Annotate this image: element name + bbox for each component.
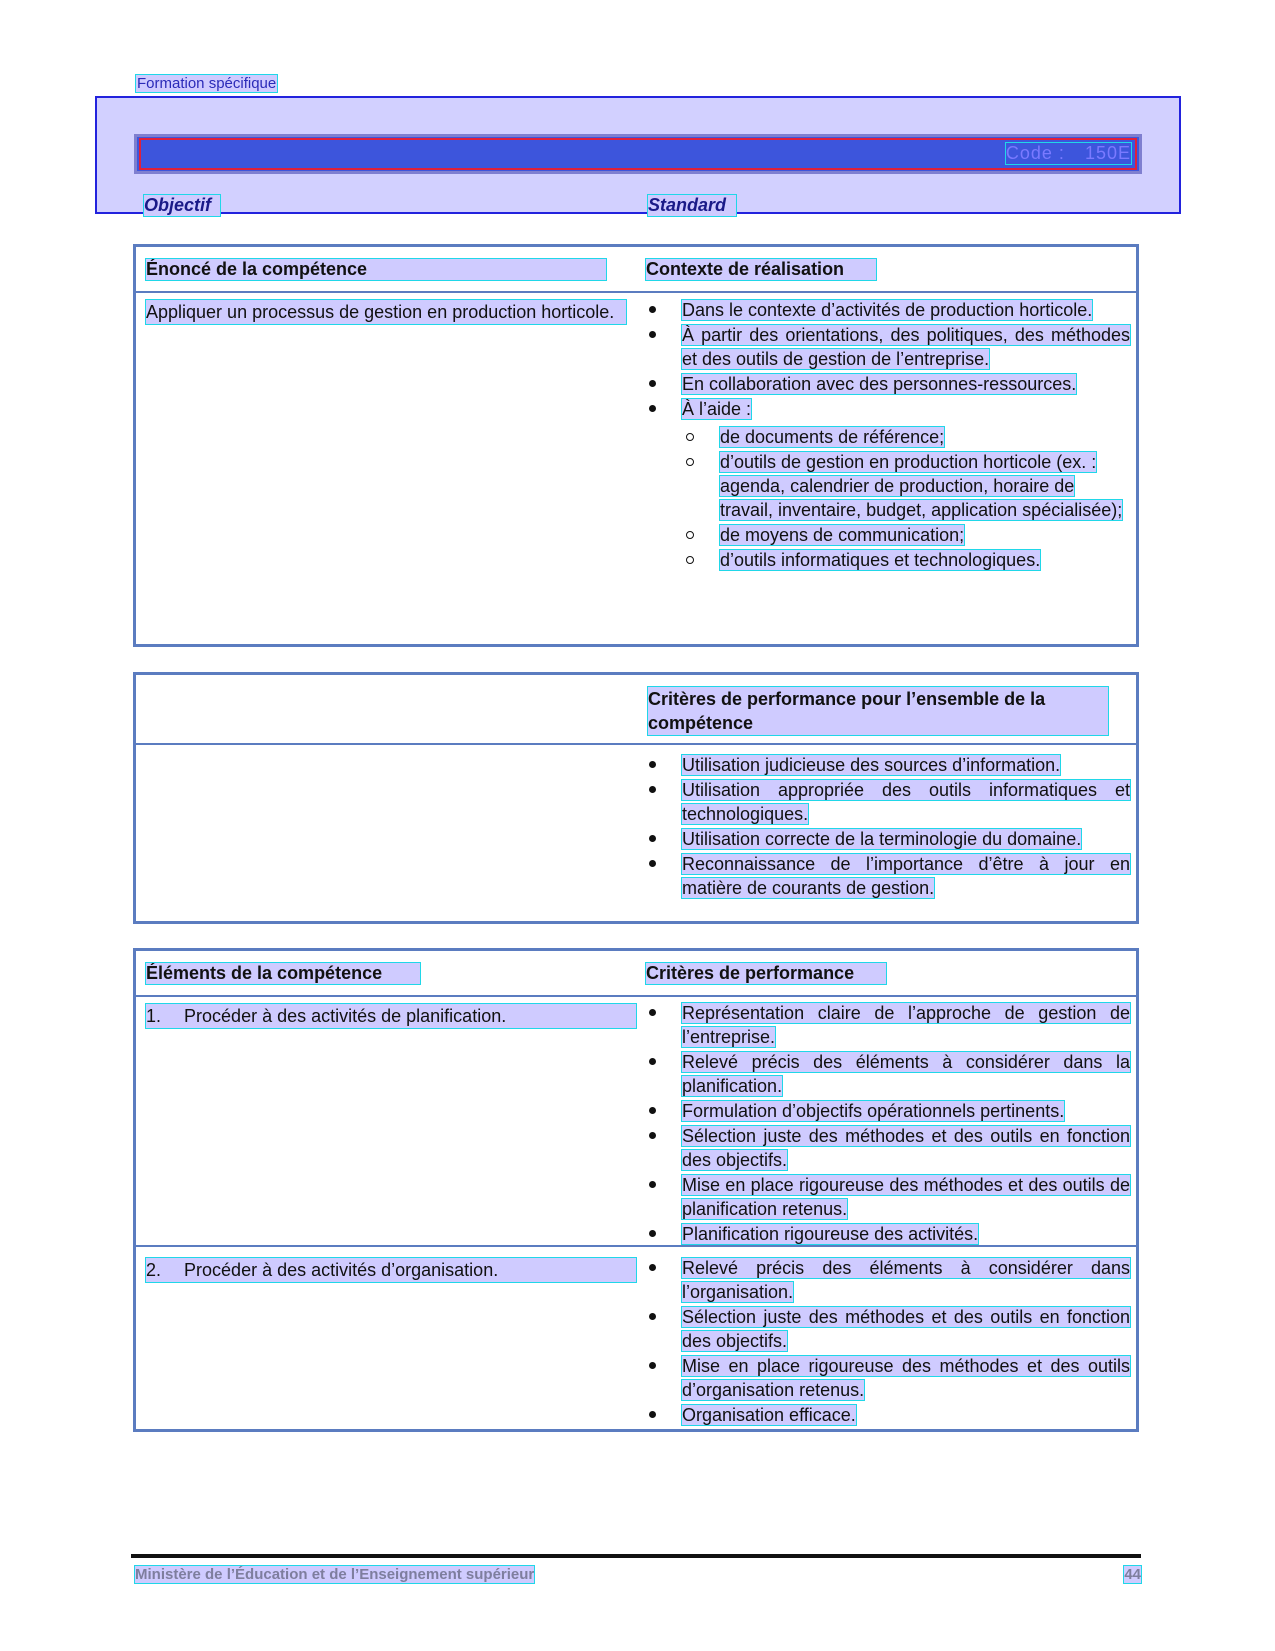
- circle-bullet-icon: [686, 556, 694, 564]
- bullet-icon: [649, 1411, 656, 1418]
- bullet-icon: [649, 380, 656, 387]
- element-row-2: [146, 1258, 636, 1282]
- elements-table-header: [136, 951, 1136, 997]
- code-bar: [134, 134, 1142, 174]
- enonce-title: Énoncé de la compétence: [146, 259, 606, 280]
- list-item: Représentation claire de l’approche de gestion de l’entreprise.: [646, 1001, 1130, 1049]
- element-text: Procéder à des activités de planification.: [184, 1006, 507, 1026]
- bullet-icon: [649, 786, 656, 793]
- footer-rule: [131, 1554, 1141, 1558]
- bullet-icon: [649, 1107, 656, 1114]
- page-number: 44: [1124, 1566, 1141, 1583]
- code-value: 150E: [1084, 143, 1131, 163]
- standard-label: Standard: [648, 195, 736, 216]
- circle-bullet-icon: [686, 433, 694, 441]
- contexte-title: Contexte de réalisation: [646, 259, 876, 280]
- elements-table: [133, 948, 1139, 1432]
- criteres-ensemble-list: [646, 753, 1130, 901]
- bullet-icon: [649, 1264, 656, 1271]
- circle-bullet-icon: [686, 531, 694, 539]
- bullet-icon: [649, 761, 656, 768]
- list-item: En collaboration avec des personnes-ressources.: [646, 372, 1130, 396]
- bullet-icon: [649, 1313, 656, 1320]
- footer-ministry: Ministère de l’Éducation et de l’Enseignement supérieur: [135, 1566, 535, 1583]
- bullet-icon: [649, 1058, 656, 1065]
- list-item: Organisation efficace.: [646, 1403, 1130, 1427]
- list-item: À partir des orientations, des politiques, des méthodes et des outils de gestion de l’entreprise.: [646, 323, 1130, 371]
- bullet-icon: [649, 331, 656, 338]
- element-number: 2.: [146, 1260, 162, 1280]
- bullet-icon: [649, 835, 656, 842]
- code-bar-frame: [139, 138, 1137, 170]
- bullet-icon: [649, 306, 656, 313]
- bullet-icon: [649, 1009, 656, 1016]
- row-divider: [136, 1245, 1136, 1247]
- element-row-1: [146, 1004, 636, 1028]
- section-label: Formation spécifique: [137, 75, 277, 92]
- list-item: Relevé précis des éléments à considérer dans l’organisation.: [646, 1256, 1130, 1304]
- list-item: Mise en place rigoureuse des méthodes et des outils de planification retenus.: [646, 1173, 1130, 1221]
- criteres-list-2: [646, 1256, 1130, 1428]
- criteres-ensemble-title: Critères de performance pour l’ensemble de la compétence: [648, 687, 1108, 735]
- bullet-icon: [649, 1181, 656, 1188]
- competence-table: [133, 244, 1139, 647]
- list-item: Sélection juste des méthodes et des outils en fonction des objectifs.: [646, 1305, 1130, 1353]
- criteres-performance-title: Critères de performance: [646, 963, 886, 984]
- list-item: Planification rigoureuse des activités.: [646, 1222, 1130, 1246]
- contexte-list: [646, 298, 1130, 573]
- sub-list-item: de moyens de communication;: [646, 523, 1130, 547]
- bullet-icon: [649, 860, 656, 867]
- code-label: [1006, 143, 1131, 164]
- list-item: À l’aide :: [646, 397, 1130, 421]
- criteres-list-1: [646, 1001, 1130, 1247]
- list-item: Mise en place rigoureuse des méthodes et des outils d’organisation retenus.: [646, 1354, 1130, 1402]
- bullet-icon: [649, 1362, 656, 1369]
- element-number: 1.: [146, 1006, 162, 1026]
- list-item: Utilisation judicieuse des sources d’information.: [646, 753, 1130, 777]
- list-item: Utilisation appropriée des outils informatiques et technologiques.: [646, 778, 1130, 826]
- list-item: Sélection juste des méthodes et des outils en fonction des objectifs.: [646, 1124, 1130, 1172]
- circle-bullet-icon: [686, 458, 694, 466]
- element-text: Procéder à des activités d’organisation.: [184, 1260, 499, 1280]
- code-label-text: Code :: [1005, 143, 1065, 163]
- list-item: Utilisation correcte de la terminologie du domaine.: [646, 827, 1130, 851]
- objectif-label: Objectif: [144, 195, 220, 216]
- sub-list-item: de documents de référence;: [646, 425, 1130, 449]
- competence-table-header: [136, 247, 1136, 293]
- criteres-ensemble-table: [133, 672, 1139, 924]
- elements-title: Éléments de la compétence: [146, 963, 420, 984]
- list-item: Dans le contexte d’activités de production horticole.: [646, 298, 1130, 322]
- bullet-icon: [649, 1132, 656, 1139]
- list-item: Formulation d’objectifs opérationnels pertinents.: [646, 1099, 1130, 1123]
- bullet-icon: [649, 1230, 656, 1237]
- list-item: Reconnaissance de l’importance d’être à jour en matière de courants de gestion.: [646, 852, 1130, 900]
- sub-list-item: d’outils de gestion en production horticole (ex. : agenda, calendrier de production, horaire de travail, inventaire, budget, application spécialisée);: [646, 450, 1130, 522]
- sub-list-item: d’outils informatiques et technologiques.: [646, 548, 1130, 572]
- list-item: Relevé précis des éléments à considérer dans la planification.: [646, 1050, 1130, 1098]
- competence-enonce: Appliquer un processus de gestion en production horticole.: [146, 300, 626, 324]
- criteres-ensemble-header: [136, 675, 1136, 745]
- bullet-icon: [649, 405, 656, 412]
